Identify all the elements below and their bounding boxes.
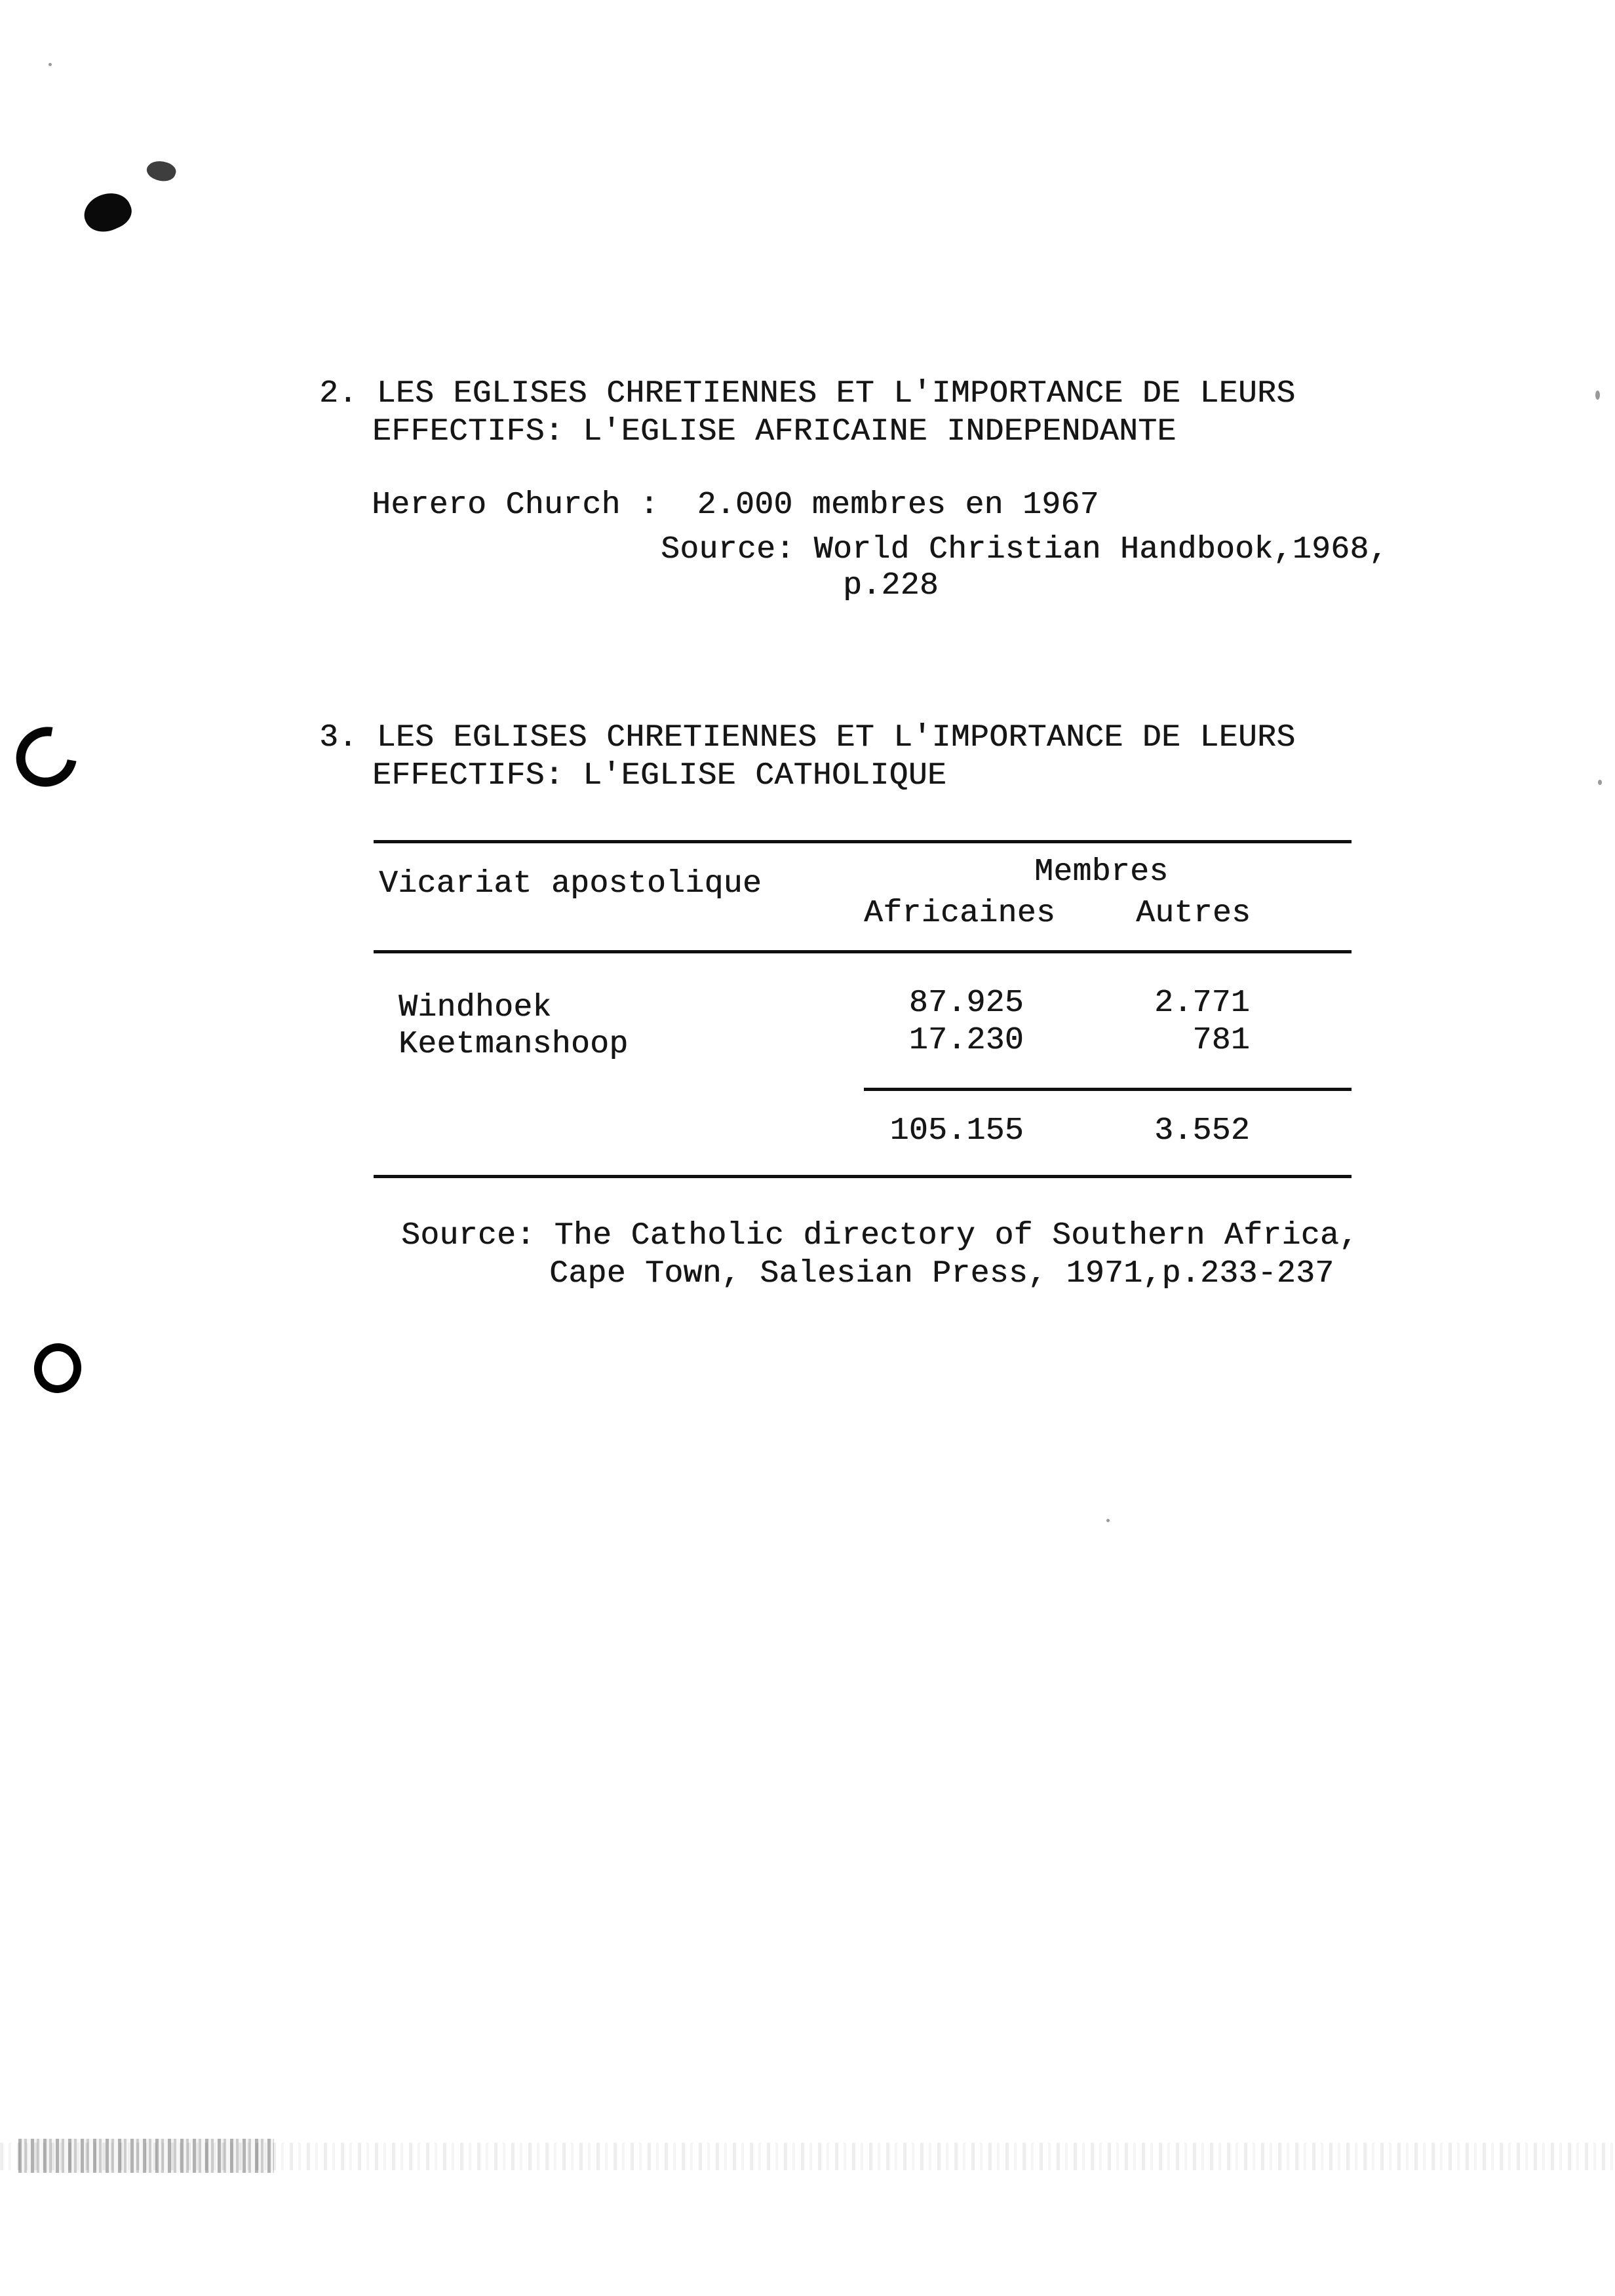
table-row-header: Vicariat apostolique — [379, 866, 762, 902]
punch-hole-mark-top — [5, 715, 89, 799]
dust-speck — [1598, 780, 1602, 785]
section3-source-line2: Cape Town, Salesian Press, 1971,p.233-237 — [549, 1256, 1334, 1292]
dust-speck — [49, 63, 52, 66]
section3-heading-line2: EFFECTIFS: L'EGLISE CATHOLIQUE — [372, 758, 947, 794]
table-row-autres: 781 — [1192, 1023, 1250, 1058]
section2-membership-line: Herero Church : 2.000 membres en 1967 — [372, 488, 1099, 523]
dust-speck — [1595, 391, 1600, 400]
section3-source-line1: Source: The Catholic directory of Southern Africa, — [401, 1218, 1359, 1253]
table-row-vicariat: Windhoek — [399, 990, 552, 1025]
table-row-africaines: 17.230 — [908, 1023, 1024, 1058]
section2-source-line2: p.228 — [843, 568, 939, 603]
table-total-autres: 3.552 — [1154, 1113, 1250, 1149]
scanner-noise-band-left — [18, 2139, 274, 2173]
table-group-header: Membres — [1034, 854, 1169, 890]
table-rule-totals — [864, 1088, 1352, 1091]
table-rule-header — [374, 950, 1352, 953]
table-row-africaines: 87.925 — [908, 985, 1024, 1021]
ink-blot-artifact — [79, 186, 137, 239]
section3-heading-line1: 3. LES EGLISES CHRETIENNES ET L'IMPORTANCE DE LEURS — [319, 720, 1296, 756]
table-col-header-africaines: Africaines — [864, 896, 1056, 931]
table-rule-bottom — [374, 1175, 1352, 1178]
table-total-africaines: 105.155 — [889, 1113, 1024, 1149]
section2-heading-line1: 2. LES EGLISES CHRETIENNES ET L'IMPORTANCE DE LEURS — [319, 376, 1296, 411]
table-row-autres: 2.771 — [1154, 985, 1250, 1021]
punch-hole-mark-bottom — [31, 1340, 85, 1396]
table-row-vicariat: Keetmanshoop — [399, 1027, 629, 1062]
dust-speck — [1106, 1519, 1110, 1522]
section2-source-line1: Source: World Christian Handbook,1968, — [661, 532, 1388, 567]
table-rule-top — [374, 840, 1352, 843]
section2-heading-line2: EFFECTIFS: L'EGLISE AFRICAINE INDEPENDANTE — [372, 414, 1177, 450]
table-col-header-autres: Autres — [1136, 896, 1251, 931]
ink-smudge-artifact — [144, 157, 178, 185]
